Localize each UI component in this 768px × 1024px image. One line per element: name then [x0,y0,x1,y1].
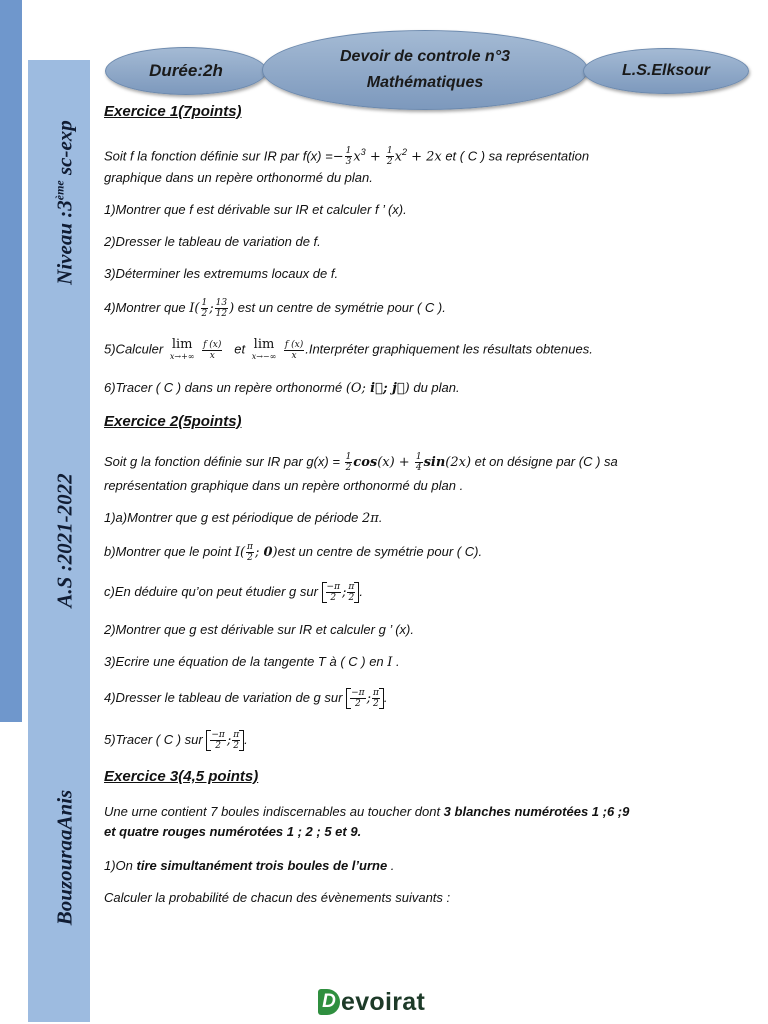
ex3-question-1-line2: Calculer la probabilité de chacun des évènements suivants : [104,890,451,905]
duration-oval [105,47,267,95]
left-accent-strip [0,0,22,722]
school-name: L.S.Elksour [621,62,711,79]
school-year-label: A.S :2021-2022 [52,473,77,608]
ex3-question-1: 1)On tire simultanément trois boules de l’urne . [104,858,395,873]
ex2-question-1b: b)Montrer que le point I( $\frac{\pi}{2}$ ; 0)est un centre de symétrie pour ( C). [104,542,483,563]
ex1-question-4: 4)Montrer que I( $\frac{1}{2}$ ; $\frac{13}{12}$ ) est un centre de symétrie pour ( C ). [104,298,446,319]
exercise-3-title: Exercice 3(4,5 points) [104,768,259,785]
ex3-intro-line2: et quatre rouges numérotées 1 ; 2 ; 5 et 9. [104,824,362,839]
ex1-intro: Soit f la fonction définie sur IR par f(x) =− $\frac{1}{3}$ $x^3$ + $\frac{1}{2}$ $x^2 + 2x$ et ( C ) sa représentation [104,146,590,168]
ex1-question-6: 6)Tracer ( C ) dans un repère orthonormé (O; i⃗; j⃗) du plan. [104,380,460,396]
author-label: BouzouraaAnis [52,789,77,926]
logo-d-icon: D [318,989,340,1015]
exam-subject: Mathématiques [366,74,484,91]
level-label: Niveau :3ème sc-exp [52,120,77,285]
ex1-question-2: 2)Dresser le tableau de variation de f. [104,234,321,249]
logo-wordmark: evoirat [341,987,426,1016]
ex2-intro: Soit g la fonction définie sur IR par g(x) = $\frac{1}{2}$ cos(x) + $\frac{1}{4}$ sin(2x) et on désigne par (C ) sa [104,452,618,473]
ex1-question-5: 5)Calculer lim x→+∞ $\frac{f (x)}{x}$ et lim x→−∞ $\frac{f (x)}{x}$ .Interpréter graphiquement les résultats obtenues. [104,337,593,361]
ex1-question-3: 3)Déterminer les extremums locaux de f. [104,266,339,281]
ex1-intro-line2: graphique dans un repère orthonormé du plan. [104,170,373,185]
ex3-intro: Une urne contient 7 boules indiscernables au toucher dont 3 blanches numérotées 1 ;6 ;9 [104,804,630,819]
ex2-question-3: 3)Ecrire une équation de la tangente T à ( C ) en I . [104,654,400,670]
devoirat-logo [318,986,425,1018]
exercise-2-title: Exercice 2(5points) [104,413,242,430]
ex2-intro-line2: représentation graphique dans un repère orthonormé du plan . [104,478,464,493]
ex2-question-4: 4)Dresser le tableau de variation de g sur $\frac{-\pi}{2}$ ; $\frac{\pi}{2}$ . [104,688,388,709]
exam-title: Devoir de controle n°3 [340,48,510,65]
school-oval [583,48,749,94]
ex1-question-1: 1)Montrer que f est dérivable sur IR et calculer f ’ (x). [104,202,407,217]
ex2-question-1a: 1)a)Montrer que g est périodique de période 2π. [104,510,383,526]
title-oval [262,30,588,110]
ex2-question-5: 5)Tracer ( C ) sur $\frac{-\pi}{2}$ ; $\frac{\pi}{2}$ . [104,730,248,751]
ex2-question-2: 2)Montrer que g est dérivable sur IR et calculer g ’ (x). [104,622,414,637]
exercise-1-title: Exercice 1(7points) [104,103,242,120]
duration-text: Durée:2h [149,61,223,80]
ex2-question-1c: c)En déduire qu’on peut étudier g sur $\frac{-\pi}{2}$ ; $\frac{\pi}{2}$ . [104,582,363,603]
